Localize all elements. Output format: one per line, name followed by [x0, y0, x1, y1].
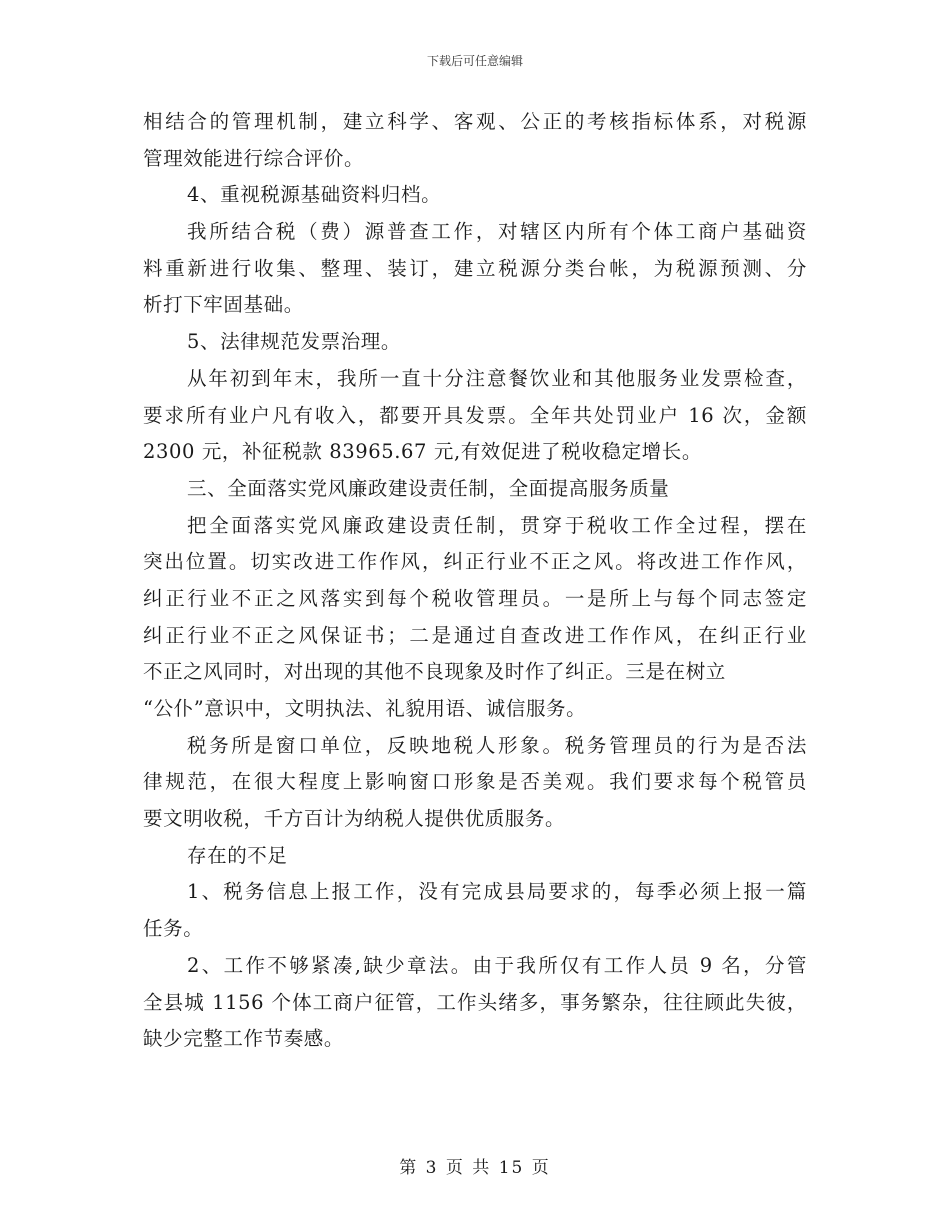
paragraph-line: 析打下牢固基础。 — [143, 293, 304, 317]
paragraph-line: 把全面落实党风廉政建设责任制，贯穿于税收工作全过程，摆在 — [187, 513, 807, 537]
page-label-mid: 页 共 — [445, 1158, 492, 1178]
section-heading: 5、法律规范发票治理。 — [187, 330, 402, 354]
page-header-note: 下载后可任意编辑 — [426, 54, 523, 68]
paragraph-line: 不正之风同时，对出现的其他不良现象及时作了纠正。三是在树立 — [143, 660, 726, 684]
paragraph-line: 2300 元，补征税款 83965.67 元,有效促进了税收稳定增长。 — [143, 440, 702, 464]
paragraph-line: 纠正行业不正之风落实到每个税收管理员。一是所上与每个同志签定 — [143, 586, 807, 610]
paragraph-line: 纠正行业不正之风保证书；二是通过自查改进工作作风，在纠正行业 — [143, 623, 807, 647]
page-footer — [0, 1153, 950, 1178]
section-heading: 存在的不足 — [187, 843, 288, 867]
paragraph-line: 任务。 — [143, 917, 204, 941]
paragraph-line: 要文明收税，千方百计为纳税人提供优质服务。 — [143, 807, 566, 831]
section-heading: 三、全面落实党风廉政建设责任制，全面提高服务质量 — [187, 476, 670, 500]
document-body — [143, 104, 807, 1058]
paragraph-line: 律规范，在很大程度上影响窗口形象是否美观。我们要求每个税管员 — [143, 770, 807, 794]
page-label-prefix: 第 — [399, 1158, 419, 1178]
paragraph-line: “公仆”意识中，文明执法、礼貌用语、诚信服务。 — [143, 697, 587, 720]
paragraph-line: 相结合的管理机制，建立科学、客观、公正的考核指标体系，对税源 — [143, 110, 807, 133]
paragraph-line: 管理效能进行综合评价。 — [143, 146, 365, 170]
paragraph-line: 全县城 1156 个体工商户征管，工作头绪多，事务繁杂，往往顾此失彼， — [143, 990, 807, 1014]
paragraph-line: 突出位置。切实改进工作作风，纠正行业不正之风。将改进工作作风， — [143, 550, 807, 574]
paragraph-line: 要求所有业户凡有收入，都要开具发票。全年共处罚业户 16 次，金额 — [143, 403, 807, 427]
paragraph-line: 我所结合税（费）源普查工作，对辖区内所有个体工商户基础资 — [187, 220, 807, 244]
total-pages-number: 15 — [498, 1158, 525, 1178]
paragraph-line: 2、工作不够紧凑,缺少章法。由于我所仅有工作人员 9 名，分管 — [187, 953, 807, 977]
paragraph-line: 料重新进行收集、整理、装订，建立税源分类台帐，为税源预测、分 — [143, 256, 807, 280]
paragraph-line: 税务所是窗口单位，反映地税人形象。税务管理员的行为是否法 — [187, 733, 807, 757]
current-page-number: 3 — [425, 1158, 439, 1178]
paragraph-line: 缺少完整工作节奏感。 — [143, 1027, 345, 1051]
paragraph-line: 1、税务信息上报工作，没有完成县局要求的，每季必须上报一篇 — [187, 880, 807, 904]
page-label-suffix: 页 — [531, 1158, 551, 1178]
section-heading: 4、重视税源基础资料归档。 — [187, 183, 442, 207]
paragraph-line: 从年初到年末，我所一直十分注意餐饮业和其他服务业发票检查， — [187, 366, 807, 390]
